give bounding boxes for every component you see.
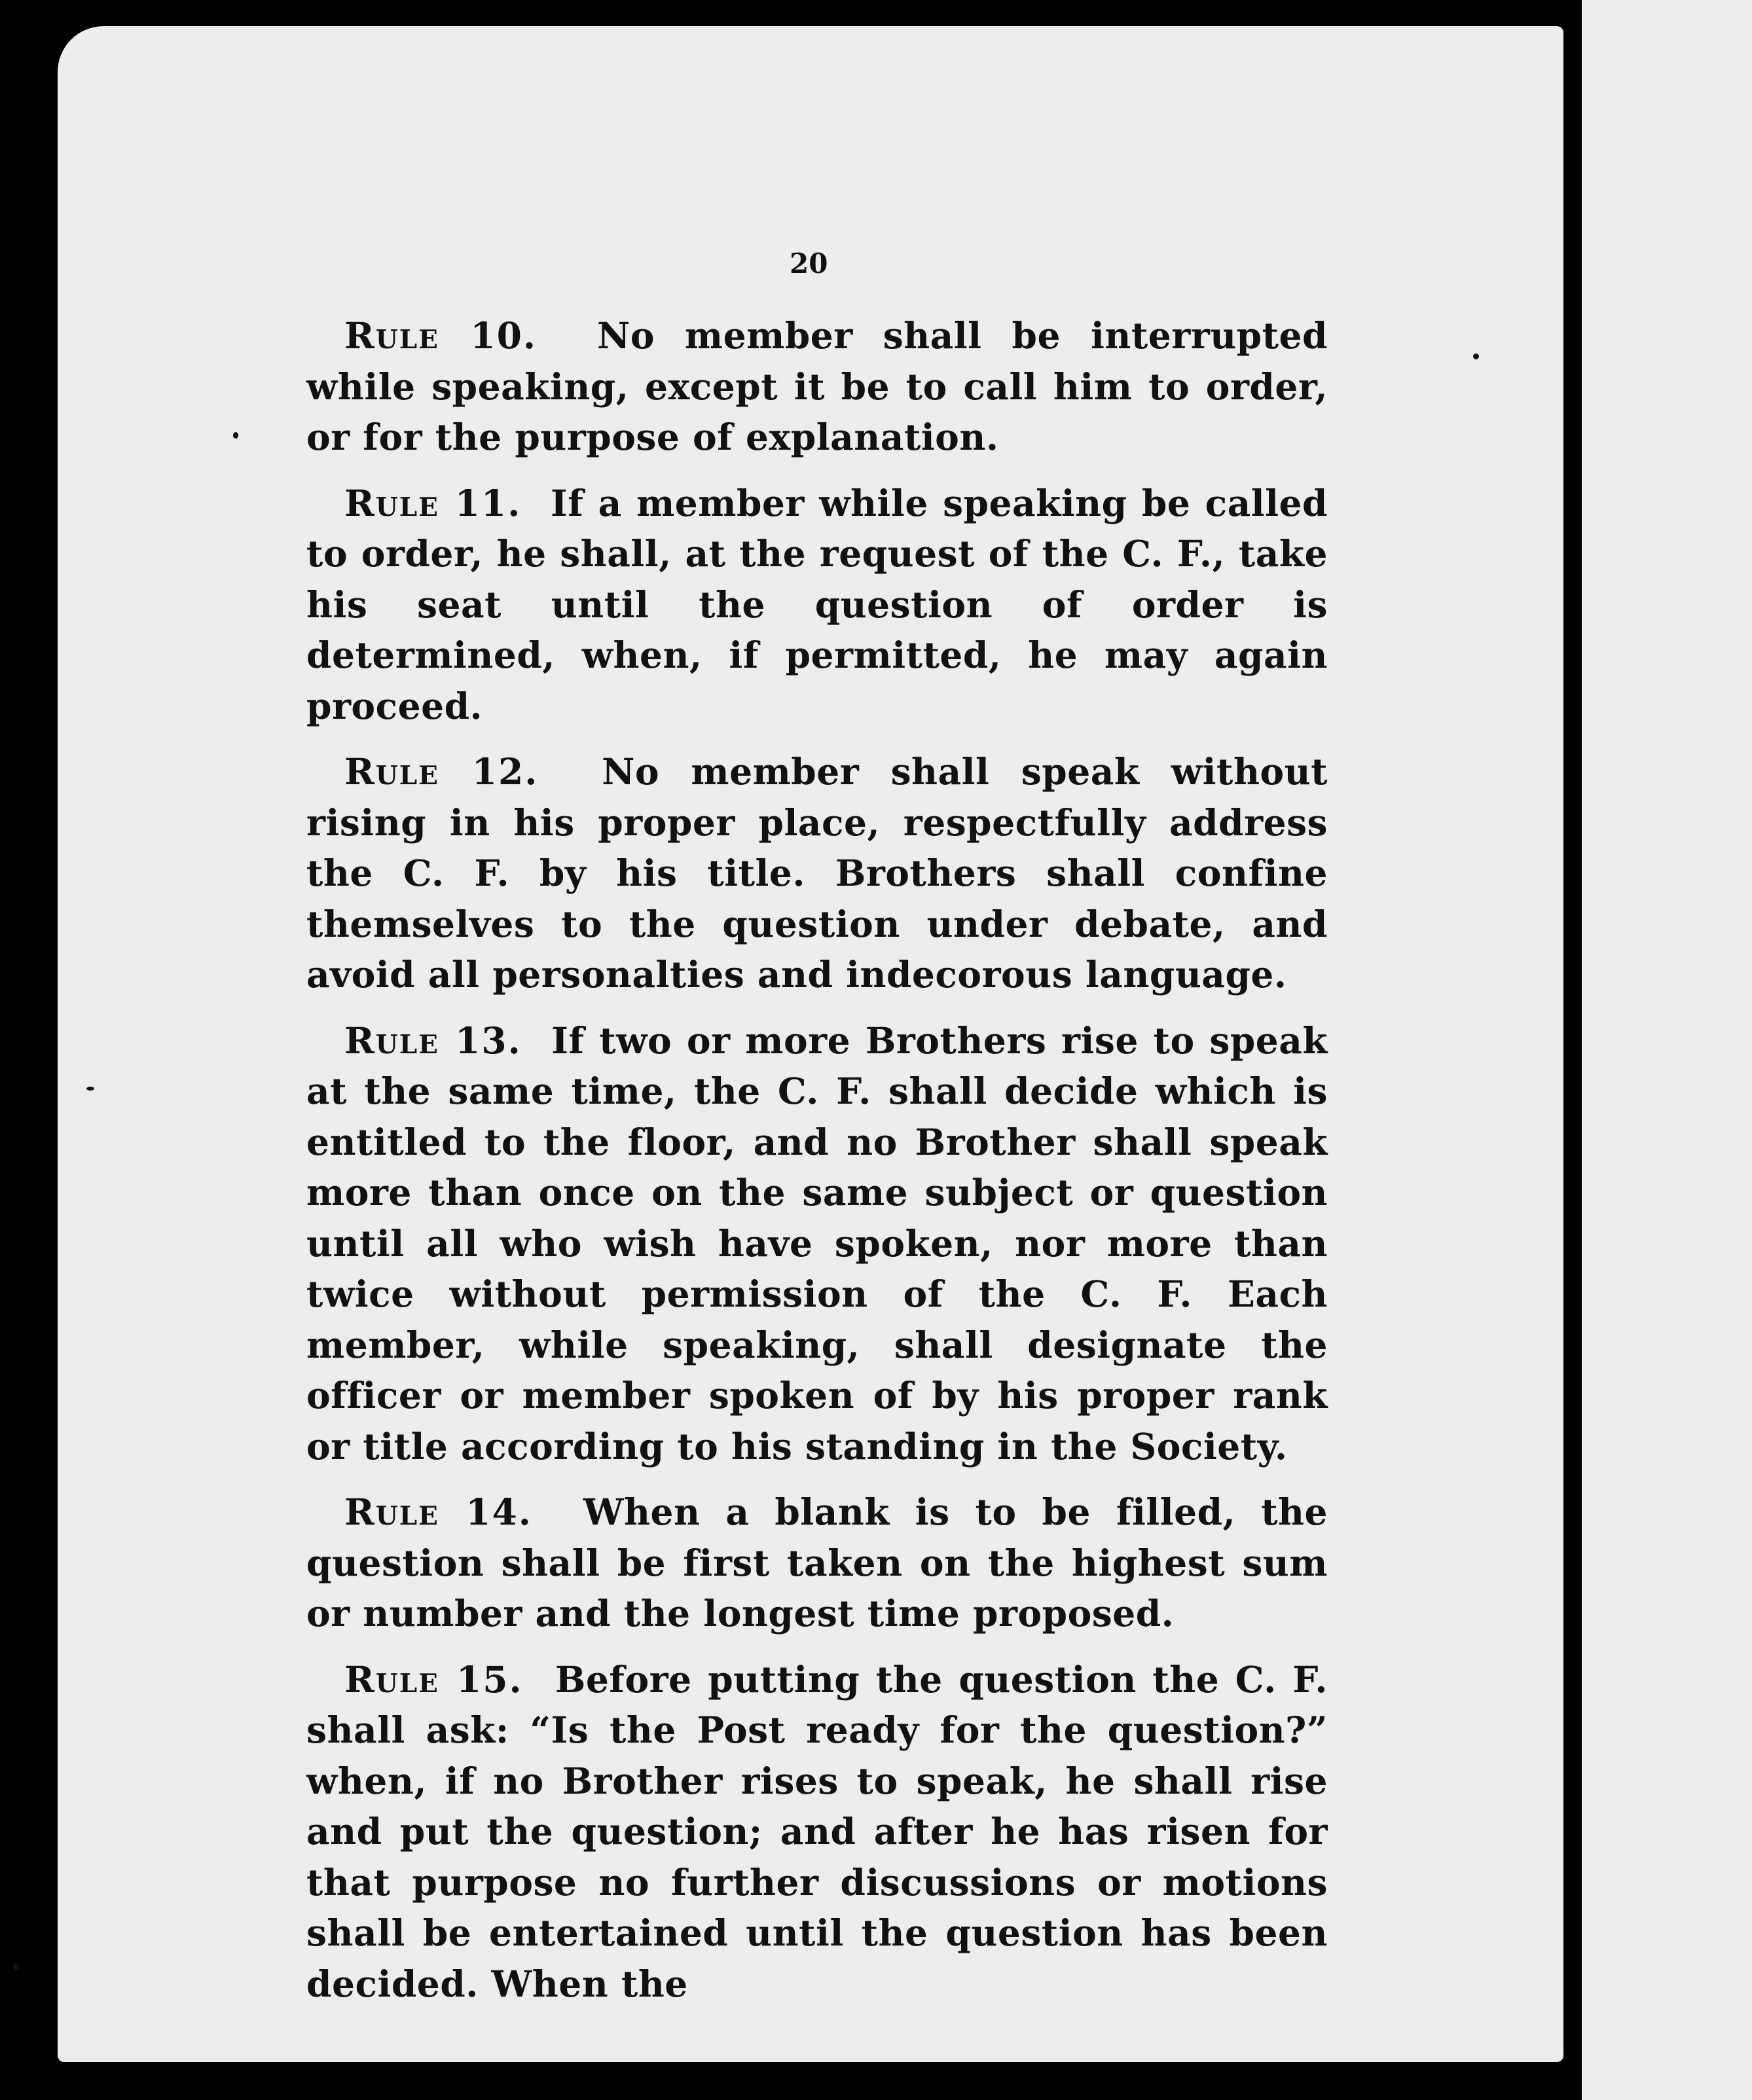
rule-text: No member shall be interrupted while speaking, except it be to call him to order, or for the purpose of explanation. (306, 314, 1328, 458)
rule-text: Before putting the question the C. F. shall ask: “Is the Post ready for the question?” when, if no Brother rises to speak, he shall rise and put the question; and after he has risen for that purpose no further discussions or motions shall be entertained until the question has been decided. When the (306, 1657, 1328, 2005)
rule-text: If two or more Brothers rise to speak at the same time, the C. F. shall decide which is entitled to the floor, and no Brother shall speak more than once on the same subject or question until all who wish have spoken, nor more than twice without permission of the C. F. Each member, while speaking, shall designate the officer or member spoken of by his proper rank or title according to his standing in the Society. (306, 1019, 1328, 1468)
rule-12 (306, 746, 1328, 1000)
ink-speck (1473, 353, 1479, 359)
ink-speck (86, 1087, 94, 1091)
rule-11 (306, 478, 1328, 732)
book-gutter (1563, 0, 1582, 2100)
rule-15 (306, 1654, 1328, 2010)
rule-13 (306, 1015, 1328, 1472)
rule-label: Rule 10. (344, 314, 538, 357)
rule-label: Rule 14. (344, 1491, 532, 1533)
ink-speck (13, 1964, 20, 1970)
rule-14 (306, 1487, 1328, 1639)
rule-10 (306, 310, 1328, 463)
rule-text: If a member while speaking be called to order, he shall, at the request of the C. F., take his seat until the question of order is determined, when, if permitted, he may again proceed. (306, 481, 1328, 727)
ink-speck (233, 432, 238, 439)
rules-text-block (306, 310, 1328, 2024)
rule-label: Rule 12. (344, 750, 539, 793)
rule-label: Rule 11. (344, 481, 522, 524)
rule-text: No member shall speak without rising in his proper place, respectfully address the C. F. by his title. Brothers shall confine themselves to the question under debate, and avoid all personalties and indecorous language. (306, 750, 1328, 996)
rule-label: Rule 13. (344, 1019, 522, 1062)
facing-page-edge (1582, 0, 1752, 2100)
rule-text: When a blank is to be filled, the question shall be first taken on the highest sum or number and the longest time proposed. (306, 1491, 1328, 1635)
page-number: 20 (790, 247, 828, 280)
rule-label: Rule 15. (344, 1657, 523, 1701)
